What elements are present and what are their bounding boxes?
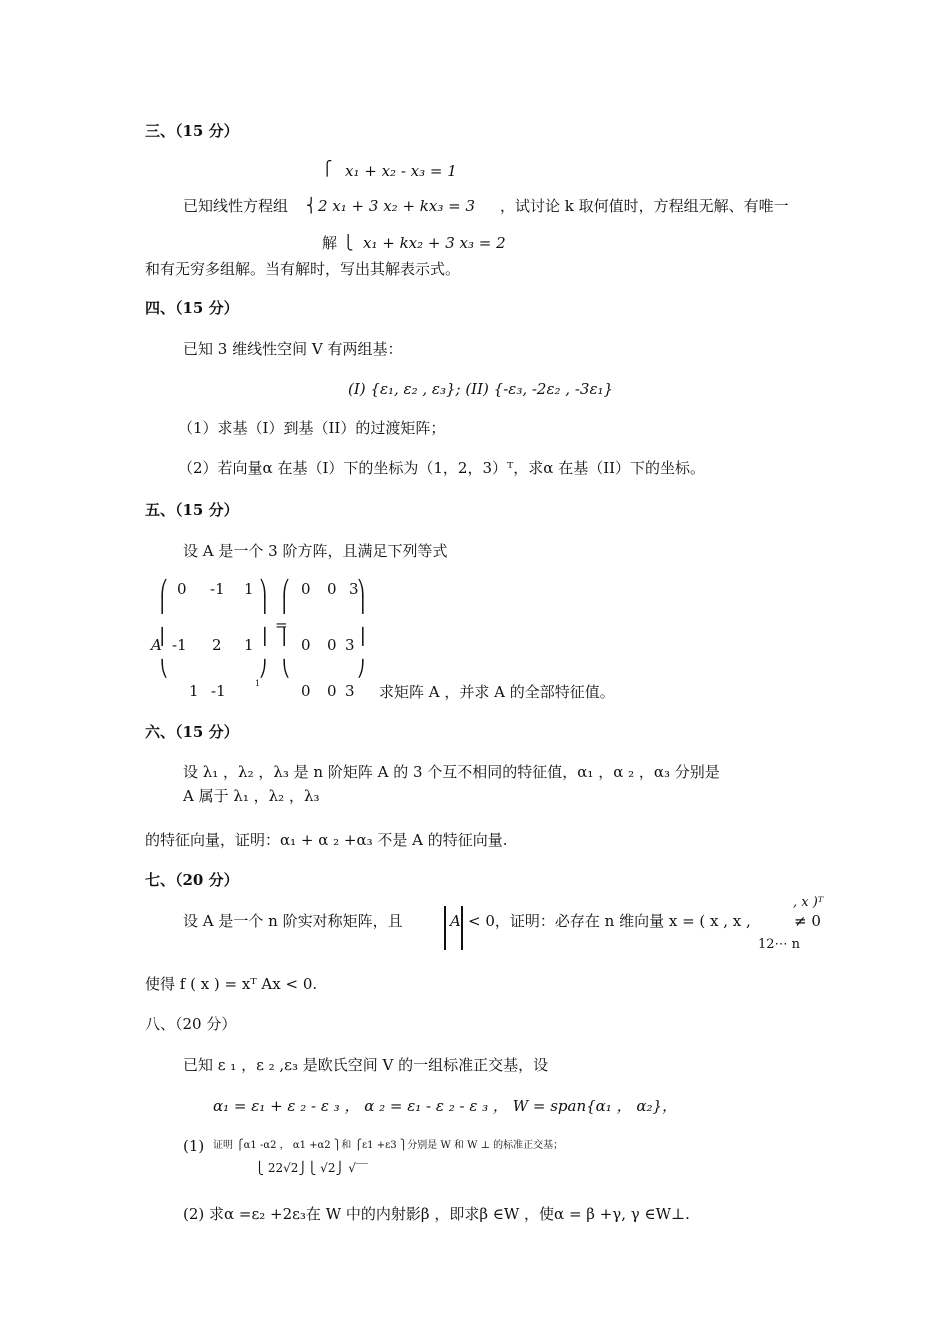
section-3-question: ，试讨论 k 取何值时，方程组无解、有唯一 — [500, 197, 789, 215]
section-7-line-1a: 设 A 是一个 n 阶实对称矩阵，且 — [183, 912, 403, 930]
m2-r1c3: 3 — [349, 580, 359, 598]
equation-3: x₁ + kx₂ + 3 x₃ = 2 — [363, 234, 506, 252]
section-7-heading: 七、（20 分） — [145, 871, 239, 889]
matrix-2-right-bracket: ⎞ ⎟ ⎟ ⎠ — [357, 579, 365, 678]
section-8-heading: 八、（20 分） — [145, 1015, 237, 1033]
vector-subscripts: 12⋯ n — [758, 937, 801, 952]
section-6-heading: 六、（15 分） — [145, 723, 239, 741]
section-5-question: 求矩阵 A ，并求 A 的全部特征值。 — [379, 683, 615, 701]
section-7-line-1b: < 0，证明：必存在 n 维向量 x = ( x , x , — [468, 912, 751, 930]
section-8-part-1-underline: ⎩ 22√2⎭⎩ √2⎭ √‾‾ — [255, 1161, 368, 1175]
matrix-1-right-bracket: ⎞ ⎟ ⎟ ⎠ — [259, 579, 267, 678]
section-4-line-1: 已知 3 维线性空间 V 有两组基： — [183, 340, 403, 358]
m2-r1c1: 0 — [301, 580, 311, 598]
not-equal-zero: ≠ 0 — [794, 912, 821, 930]
m2-r3c2: 0 — [327, 682, 337, 700]
matrix-equals: = — [275, 616, 288, 634]
equation-2: 2 x₁ + 3 x₂ + kx₃ = 3 — [318, 197, 475, 215]
section-4-question-1: （1）求基（I）到基（II）的过渡矩阵； — [178, 419, 446, 437]
brace-middle: ⎨ — [306, 198, 317, 214]
section-7-line-2: 使得 f ( x ) = xᵀ Ax < 0. — [145, 975, 318, 993]
brace-bottom: ⎩ — [343, 235, 354, 251]
m2-r1c2: 0 — [327, 580, 337, 598]
matrix-1-left-bracket: ⎛ ⎜ ⎜ ⎝ — [160, 579, 168, 678]
m1-r2c2: 2 — [212, 636, 222, 654]
section-8-definitions: α₁ = ε₁ + ε ₂ - ε ₃ ， α ₂ = ε₁ - ε ₂ - ε ₃ ， W = span{α₁ ， α₂}， — [213, 1097, 678, 1115]
vector-superscript: , x )ᵀ — [793, 895, 824, 910]
m2-r3c1: 0 — [301, 682, 311, 700]
m1-r3c2: -1 — [211, 682, 226, 700]
section-8-line-1: 已知 ε ₁ ，ε ₂ ,ε₃ 是欧氏空间 V 的一组标准正交基，设 — [183, 1056, 549, 1074]
m1-r1c1: 0 — [177, 580, 187, 598]
section-6-line-2: A 属于 λ₁ ，λ₂ ，λ₃ — [183, 787, 320, 805]
brace-top: ⎧ — [322, 161, 333, 177]
m2-r3c3: 3 — [345, 682, 355, 700]
section-3-jie: 解 — [322, 234, 338, 252]
section-5-line-1: 设 A 是一个 3 阶方阵，且满足下列等式 — [183, 542, 448, 560]
section-3-tail: 和有无穷多组解。当有解时，写出其解表示式。 — [145, 260, 461, 278]
m2-r2c2: 0 — [327, 636, 337, 654]
m1-r2c1: -1 — [172, 636, 187, 654]
section-6-line-3: 的特征向量，证明：α₁ + α ₂ +α₃ 不是 A 的特征向量. — [145, 831, 508, 849]
section-6-line-1: 设 λ₁ ，λ₂ ，λ₃ 是 n 阶矩阵 A 的 3 个互不相同的特征值，α₁ ，α ₂ ，α₃ 分别是 — [183, 763, 720, 781]
m1-r1c2: -1 — [210, 580, 225, 598]
m2-r2c1: 0 — [301, 636, 311, 654]
m1-r2c3: 1 — [244, 636, 254, 654]
m2-r2c3: 3 — [345, 636, 355, 654]
determinant-A: A — [450, 912, 461, 930]
section-3-heading: 三、（15 分） — [145, 122, 239, 140]
m1-r3c3: 1 — [255, 679, 261, 688]
section-4-bases: (I) {ε₁, ε₂ , ε₃}; (II) {-ε₃, -2ε₂ , -3ε₁} — [348, 380, 614, 398]
section-8-part-1-statement: 证明 ⎧α1 -α2 ， α1 +α2 ⎫和 ⎧ε1 +ε3 ⎫分别是 W 和 W ⊥ 的标准正交基； — [213, 1140, 564, 1151]
matrix-lhs-label: A — [151, 636, 162, 654]
determinant-right-bar — [461, 906, 463, 950]
m1-r1c3: 1 — [244, 580, 254, 598]
section-4-question-2: （2）若向量α 在基（I）下的坐标为（1，2，3）ᵀ，求α 在基（II）下的坐标。 — [178, 459, 706, 477]
equation-1: x₁ + x₂ - x₃ = 1 — [345, 162, 457, 180]
section-8-part-2: (2) 求α =ε₂ +2ε₃在 W 中的内射影β ，即求β ∈W ，使α = β +γ, γ ∈W⊥. — [183, 1205, 690, 1223]
section-3-intro: 已知线性方程组 — [183, 197, 289, 215]
determinant-left-bar — [444, 906, 446, 950]
section-5-heading: 五、（15 分） — [145, 501, 239, 519]
matrix-2-left-bracket: ⎛ ⎜ ⎜ ⎝ — [282, 579, 290, 678]
section-8-part-1-number: (1) — [183, 1137, 205, 1155]
m1-r3c1: 1 — [189, 682, 199, 700]
section-4-heading: 四、（15 分） — [145, 299, 239, 317]
